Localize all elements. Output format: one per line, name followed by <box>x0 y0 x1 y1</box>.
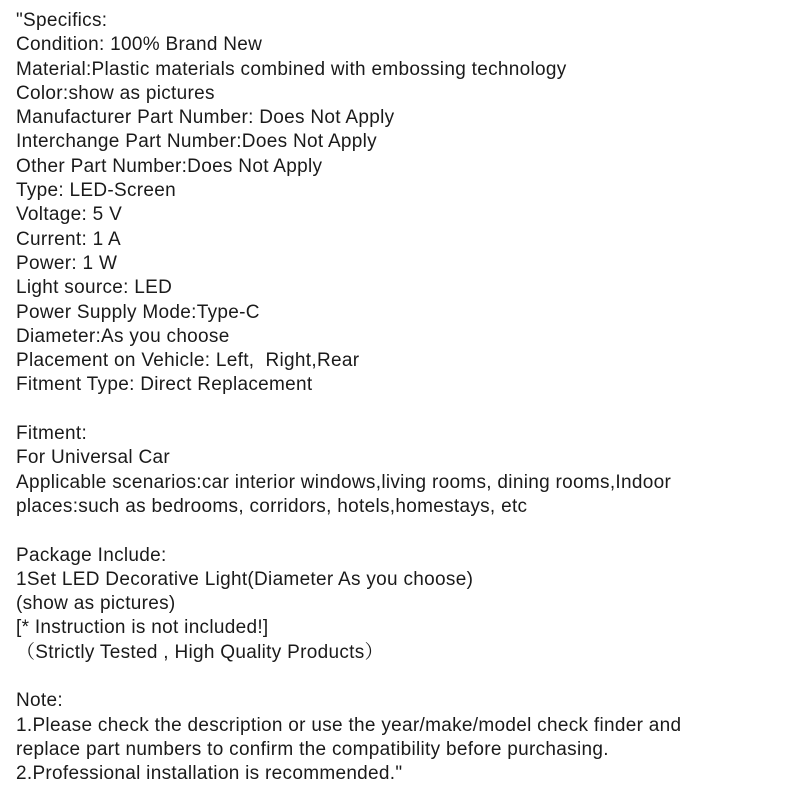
text-line: 1Set LED Decorative Light(Diameter As you choose) <box>16 568 474 590</box>
text-line: （Strictly Tested , High Quality Products） <box>16 641 384 663</box>
text-line: Type: LED-Screen <box>16 180 177 202</box>
text-line: 2.Professional installation is recommended." <box>16 763 403 785</box>
text-line: Power Supply Mode:Type-C <box>16 301 260 323</box>
text-line: Fitment Type: Direct Replacement <box>16 374 313 396</box>
text-line: Note: <box>16 690 63 712</box>
text-line: Light source: LED <box>16 277 173 299</box>
text-line: (show as pictures) <box>16 593 176 615</box>
text-line: Interchange Part Number:Does Not Apply <box>16 131 377 153</box>
text-line: Fitment: <box>16 423 88 445</box>
section-specifics <box>16 9 790 398</box>
section-fitment <box>16 422 790 519</box>
text-line: [* Instruction is not included!] <box>16 617 269 639</box>
text-line: Color:show as pictures <box>16 82 215 104</box>
text-line: Package Include: <box>16 544 167 566</box>
text-line: Power: 1 W <box>16 252 118 274</box>
text-line: 1.Please check the description or use the year/make/model check finder and <box>16 714 682 736</box>
text-line: Condition: 100% Brand New <box>16 34 263 56</box>
text-line: Voltage: 5 V <box>16 204 123 226</box>
text-line: replace part numbers to confirm the compatibility before purchasing. <box>16 738 609 760</box>
text-line: places:such as bedrooms, corridors, hotels,homestays, etc <box>16 495 528 517</box>
text-line: Diameter:As you choose <box>16 325 230 347</box>
text-line: Applicable scenarios:car interior windows,living rooms, dining rooms,Indoor <box>16 471 672 493</box>
text-line: Material:Plastic materials combined with embossing technology <box>16 58 567 80</box>
text-line: For Universal Car <box>16 447 170 469</box>
text-line: "Specifics: <box>16 10 108 31</box>
text-line: Manufacturer Part Number: Does Not Apply <box>16 107 395 129</box>
section-package-include <box>16 544 790 665</box>
text-line: Other Part Number:Does Not Apply <box>16 155 323 177</box>
section-note <box>16 689 790 786</box>
text-line: Current: 1 A <box>16 228 121 250</box>
text-line: Placement on Vehicle: Left, Right,Rear <box>16 350 360 372</box>
